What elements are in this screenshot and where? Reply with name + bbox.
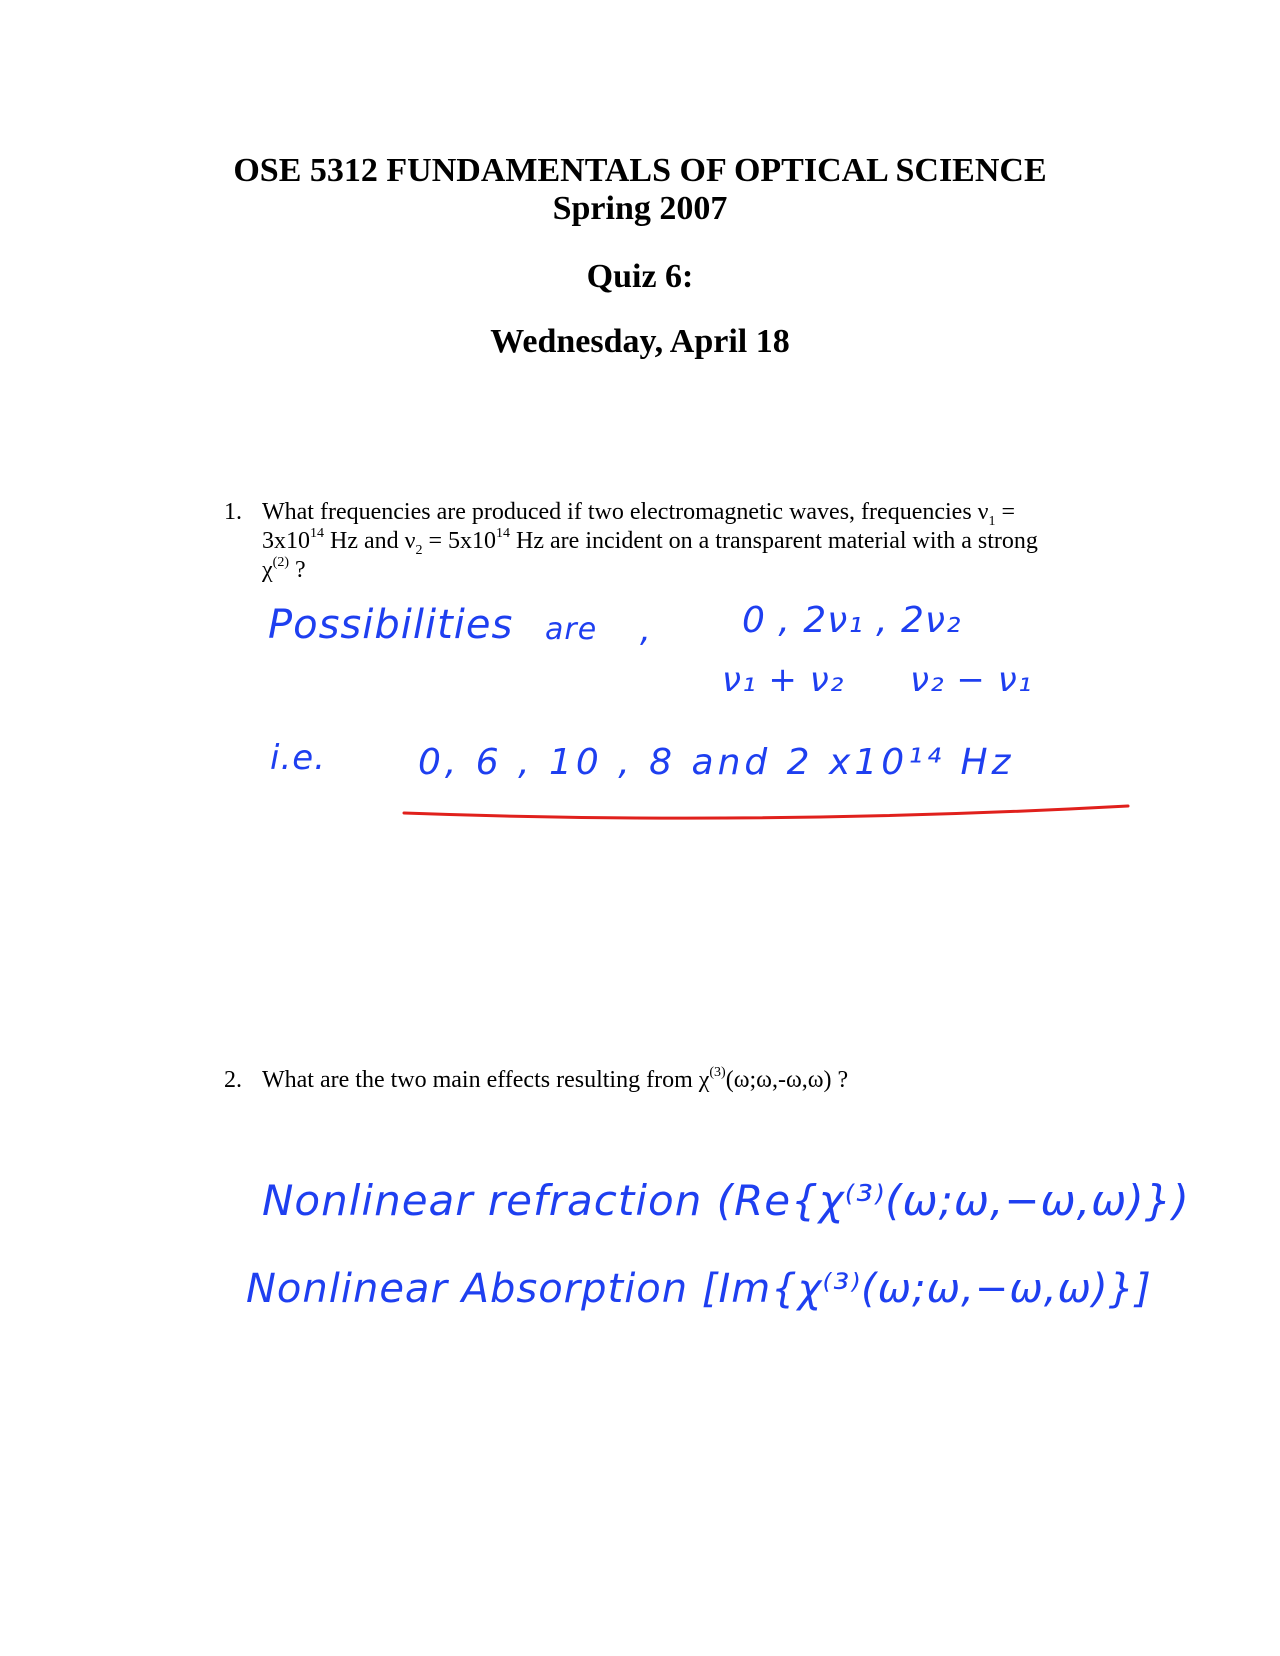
superscript: (3): [709, 1065, 726, 1080]
question-number: 1.: [224, 499, 242, 525]
handwritten-difference-frequency: ν₂ − ν₁: [910, 660, 1033, 700]
text-fragment: Hz and ν: [324, 528, 416, 554]
handwritten-comma: ,: [640, 610, 652, 650]
superscript: 14: [310, 526, 324, 541]
semester: Spring 2007: [552, 190, 728, 227]
text-fragment: (ω;ω,-ω,ω) ?: [725, 1067, 849, 1093]
subscript: 2: [415, 542, 423, 558]
text-fragment: What frequencies are produced if two electromagnetic waves, frequencies ν: [262, 499, 989, 525]
course-title: OSE 5312 FUNDAMENTALS OF OPTICAL SCIENCE: [233, 152, 1047, 189]
text-fragment: 3x10: [262, 528, 310, 554]
handwritten-ie: i.e.: [270, 738, 326, 778]
text-fragment: = 5x10: [422, 528, 497, 554]
handwritten-nonlinear-refraction: Nonlinear refraction (Re{χ⁽³⁾(ω;ω,−ω,ω)}): [262, 1176, 1190, 1225]
subscript: 1: [988, 513, 996, 529]
question-number: 2.: [224, 1067, 242, 1093]
quiz-date: Wednesday, April 18: [490, 323, 790, 360]
handwritten-nonlinear-absorption: Nonlinear Absorption [Im{χ⁽³⁾(ω;ω,−ω,ω)}]: [246, 1266, 1152, 1312]
superscript: 14: [496, 526, 511, 541]
superscript: (2): [272, 555, 289, 570]
handwritten-are: are: [545, 612, 598, 647]
handwritten-sum-frequency: ν₁ + ν₂: [722, 660, 845, 700]
quiz-title: Quiz 6:: [586, 258, 694, 295]
handwritten-possibilities: Possibilities: [268, 602, 514, 648]
text-fragment: Hz are incident on a transparent material with a strong: [510, 528, 1038, 554]
text-fragment: What are the two main effects resulting from χ: [262, 1067, 710, 1093]
text-fragment: ?: [288, 557, 306, 583]
handwritten-answer-1: 0, 6 , 10 , 8 and 2 x10¹⁴ Hz: [418, 742, 1015, 783]
question-text: [262, 1066, 1092, 1095]
text-fragment: χ: [262, 557, 273, 583]
handwritten-frequency-list: 0 , 2ν₁ , 2ν₂: [742, 600, 962, 641]
text-fragment: =: [995, 499, 1016, 525]
